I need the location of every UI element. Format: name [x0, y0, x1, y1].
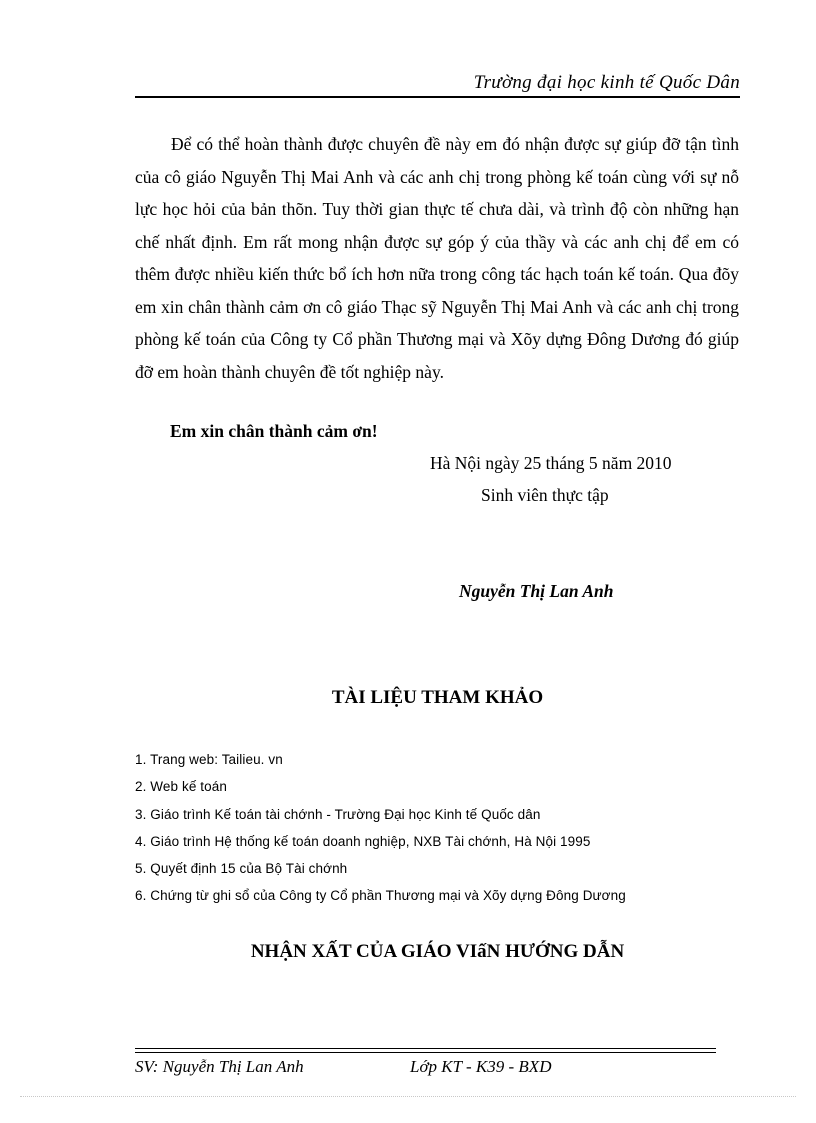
reference-item: 3. Giáo trình Kế toán tài chớnh - Trường Đại học Kinh tế Quốc dân — [135, 806, 541, 822]
footer-student: SV: Nguyễn Thị Lan Anh — [135, 1057, 304, 1076]
page-edge-divider — [20, 1096, 796, 1097]
reference-item: 6. Chứng từ ghi sổ của Công ty Cổ phần Thương mại và Xõy dựng Đông Dương — [135, 888, 626, 904]
reference-item: 4. Giáo trình Hệ thống kế toán doanh nghiệp, NXB Tài chớnh, Hà Nội 1995 — [135, 833, 591, 849]
reference-item: 5. Quyết định 15 của Bộ Tài chớnh — [135, 861, 348, 877]
footer-divider — [135, 1048, 716, 1053]
thanks-line: Em xin chân thành cảm ơn! — [170, 421, 378, 441]
header-divider — [135, 96, 740, 98]
footer-class: Lớp KT - K39 - BXD — [410, 1057, 552, 1076]
reference-item: 2. Web kế toán — [135, 779, 227, 795]
references-title: TÀI LIỆU THAM KHẢO — [331, 687, 544, 708]
acknowledgement-paragraph: Để có thể hoàn thành được chuyên đề này em đó nhận được sự giúp đỡ tận tình của cô giáo Nguyễn Thị Mai Anh và các anh chị trong phòng kế toán cùng với sự nỗ lực học hỏi của bản thõn. Tuy thời gian thực tế chưa dài, và trình độ còn những hạn chế nhất định. Em rất mong nhận được sự góp ý của thầy và các anh chị để em có thêm được nhiều kiến thức bổ ích hơn nữa trong công tác hạch toán kế toán. Qua đõy em xin chân thành cảm ơn cô giáo Thạc sỹ Nguyễn Thị Mai Anh và các anh chị trong phòng kế toán của Công ty Cổ phần Thương mại và Xõy dựng Đông Dương đó giúp đỡ em hoàn thành chuyên đề tốt nghiệp này. — [135, 134, 739, 382]
reference-item: 1. Trang web: Tailieu. vn — [135, 752, 283, 767]
signature-date: Hà Nội ngày 25 tháng 5 năm 2010 — [430, 453, 672, 473]
signature-role: Sinh viên thực tập — [481, 485, 609, 505]
references-list — [135, 746, 626, 910]
signature-name: Nguyễn Thị Lan Anh — [459, 581, 614, 601]
review-title: NHẬN XẤT CỦA GIÁO VIấN HƯỚNG DẪN — [250, 941, 625, 962]
page-header-school: Trường đại học kinh tế Quốc Dân — [473, 72, 740, 93]
